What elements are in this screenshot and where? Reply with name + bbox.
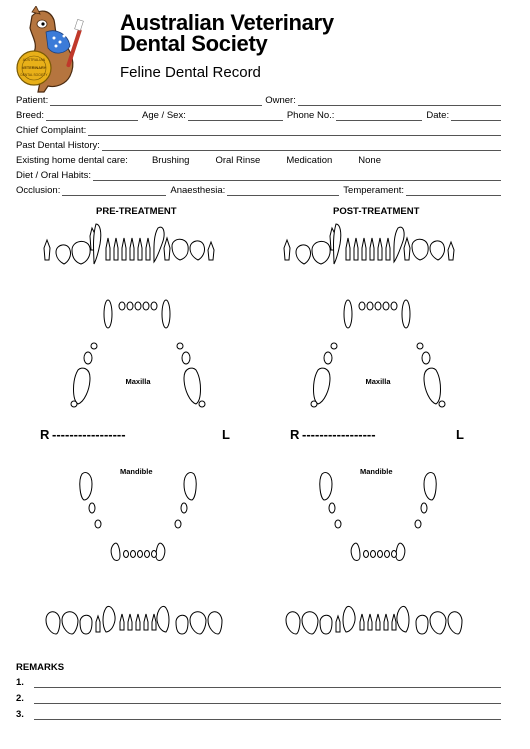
remark-field-1[interactable] <box>34 678 501 688</box>
remark-number-2: 2. <box>16 693 24 704</box>
mandible-label: Mandible <box>120 467 153 476</box>
org-line-1: Australian Veterinary <box>120 10 334 35</box>
pre-treatment-dental-chart <box>30 218 250 648</box>
home-care-label: Existing home dental care: <box>16 155 128 166</box>
breed-field[interactable] <box>46 110 138 121</box>
midline-dashes-post: ----------------- <box>302 427 376 442</box>
breed-label: Breed: <box>16 110 44 121</box>
remark-field-2[interactable] <box>34 694 501 704</box>
remark-number-1: 1. <box>16 677 24 688</box>
phone-field[interactable] <box>336 110 422 121</box>
past-history-field[interactable] <box>102 140 501 151</box>
right-label: R <box>40 427 50 442</box>
post-treatment-dental-chart <box>270 218 490 648</box>
midline-dashes: ----------------- <box>52 427 126 442</box>
owner-field[interactable] <box>298 95 501 106</box>
occlusion-label: Occlusion: <box>16 185 61 196</box>
anaesthesia-field[interactable] <box>227 185 339 196</box>
post-treatment-title: POST-TREATMENT <box>333 206 420 217</box>
chief-complaint-label: Chief Complaint: <box>16 125 87 136</box>
age-sex-label: Age / Sex: <box>142 110 186 121</box>
org-line-2: Dental Society <box>120 31 268 56</box>
option-oral-rinse[interactable]: Oral Rinse <box>215 155 261 166</box>
mandible-label-post: Mandible <box>360 467 393 476</box>
svg-text:VETERINARY: VETERINARY <box>21 66 47 70</box>
owner-label: Owner: <box>265 95 296 106</box>
row-chief-complaint <box>16 122 501 136</box>
option-medication[interactable]: Medication <box>286 155 333 166</box>
form-subtitle: Feline Dental Record <box>120 64 261 81</box>
left-label: L <box>222 427 230 442</box>
date-field[interactable] <box>451 110 501 121</box>
left-label-post: L <box>456 427 464 442</box>
occlusion-field[interactable] <box>62 185 166 196</box>
remark-number-3: 3. <box>16 709 24 720</box>
patient-field[interactable] <box>50 95 262 106</box>
temperament-label: Temperament: <box>343 185 405 196</box>
maxilla-label-post: Maxilla <box>365 377 391 386</box>
option-brushing[interactable]: Brushing <box>151 155 190 166</box>
row-occlusion <box>16 182 501 196</box>
diet-label: Diet / Oral Habits: <box>16 170 91 181</box>
svg-text:DENTAL SOCIETY: DENTAL SOCIETY <box>20 73 48 77</box>
remark-line-2 <box>16 692 501 704</box>
row-patient-owner <box>16 92 501 106</box>
row-home-care <box>16 152 501 166</box>
pre-treatment-title: PRE-TREATMENT <box>96 206 177 217</box>
anaesthesia-label: Anaesthesia: <box>170 185 226 196</box>
row-past-history <box>16 137 501 151</box>
row-diet <box>16 167 501 181</box>
organization-title <box>120 12 334 54</box>
age-sex-field[interactable] <box>188 110 283 121</box>
remarks-title: REMARKS <box>16 662 65 673</box>
phone-label: Phone No.: <box>286 110 335 121</box>
maxilla-label: Maxilla <box>125 377 151 386</box>
past-history-label: Past Dental History: <box>16 140 100 151</box>
remark-line-1 <box>16 676 501 688</box>
row-breed <box>16 107 501 121</box>
kangaroo-seal-logo <box>10 6 102 94</box>
chief-complaint-field[interactable] <box>88 125 501 136</box>
svg-text:AUSTRALIAN: AUSTRALIAN <box>22 58 46 62</box>
patient-label: Patient: <box>16 95 49 106</box>
option-none[interactable]: None <box>358 155 381 166</box>
remark-field-3[interactable] <box>34 710 501 720</box>
temperament-field[interactable] <box>406 185 501 196</box>
remark-line-3 <box>16 708 501 720</box>
right-label-post: R <box>290 427 300 442</box>
date-label: Date: <box>426 110 450 121</box>
diet-field[interactable] <box>93 170 501 181</box>
